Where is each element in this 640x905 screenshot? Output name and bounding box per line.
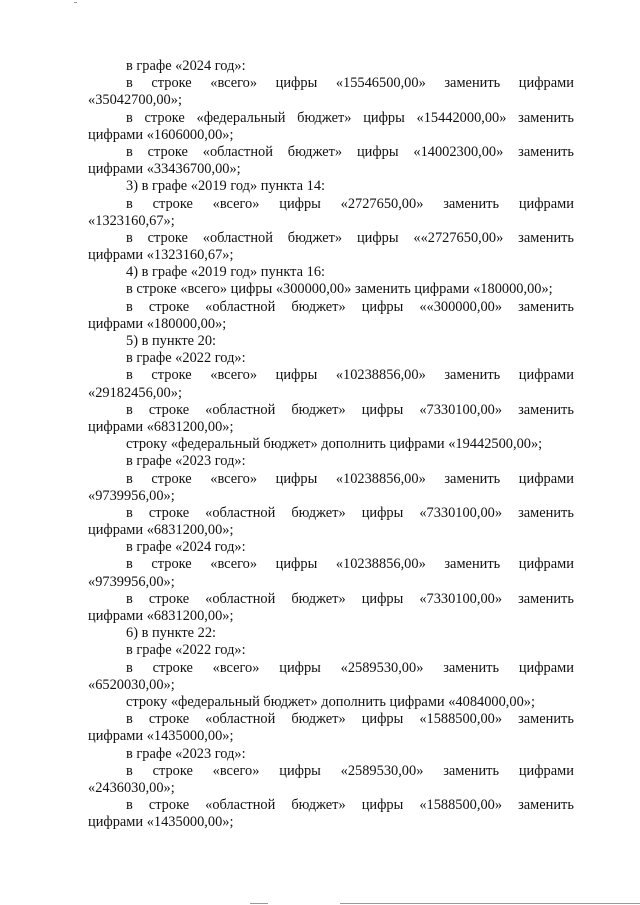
word: заменить	[443, 195, 500, 212]
word: «2589530,00»	[340, 659, 424, 676]
text-line: строку «федеральный бюджет» дополнить цифрами «19442500,00»;	[126, 436, 543, 453]
word: строке	[147, 143, 188, 160]
word: заменить	[518, 298, 574, 315]
word: заменить	[518, 143, 574, 160]
text-line: «9739956,00»;	[88, 487, 175, 504]
word: в	[126, 143, 133, 160]
word: «7330100,00»	[419, 401, 503, 418]
word: в	[126, 298, 133, 315]
word: в	[126, 659, 133, 676]
word: «всего»	[212, 762, 260, 779]
text-line	[88, 505, 574, 522]
word: ««300000,00»	[419, 298, 503, 315]
word: «15442000,00»	[416, 109, 507, 126]
word: «2727650,00»	[340, 195, 424, 212]
word: цифры	[356, 143, 399, 160]
word: «областной	[205, 711, 276, 728]
word: в	[126, 504, 133, 521]
word: в	[126, 75, 133, 92]
word: «областной	[202, 229, 273, 246]
word: цифры	[275, 367, 318, 384]
word: «7330100,00»	[419, 504, 503, 521]
word: строке	[152, 659, 193, 676]
word: ««2727650,00»	[413, 229, 504, 246]
text-line: в графе «2023 год»:	[126, 453, 246, 470]
text-line	[88, 367, 574, 384]
word: бюджет»	[291, 298, 346, 315]
word: строке	[151, 470, 192, 487]
text-line	[88, 711, 574, 728]
word: бюджет»	[291, 711, 346, 728]
text-line: цифрами «1323160,67»;	[88, 247, 234, 264]
word: строке	[148, 504, 190, 521]
word: заменить	[444, 367, 501, 384]
text-line: «6520030,00»;	[88, 676, 175, 693]
word: в	[126, 401, 133, 418]
word: цифры	[361, 590, 404, 607]
text-line	[88, 591, 574, 608]
word: бюджет»	[287, 229, 343, 246]
text-line	[88, 299, 574, 316]
text-line: «29182456,00»;	[88, 384, 182, 401]
text-line: цифрами «1435000,00»;	[88, 728, 234, 745]
word: «всего»	[210, 556, 258, 573]
word: заменить	[518, 711, 574, 728]
word: «областной	[202, 143, 273, 160]
word: заменить	[518, 229, 574, 246]
word: заменить	[443, 659, 500, 676]
text-line: 4) в графе «2019 год» пункта 16:	[126, 264, 326, 281]
word: цифрами	[518, 659, 574, 676]
word: цифры	[279, 659, 321, 676]
word: в	[126, 367, 133, 384]
text-line	[88, 144, 574, 161]
word: заменить	[518, 109, 574, 126]
word: бюджет»	[291, 504, 346, 521]
text-line: цифрами «1435000,00»;	[88, 814, 234, 831]
word: «всего»	[210, 470, 258, 487]
word: заменить	[444, 75, 501, 92]
word: «10238856,00»	[335, 470, 426, 487]
word: «федеральный	[196, 109, 286, 126]
text-line: 6) в пункте 22:	[126, 625, 217, 642]
text-line: в графе «2024 год»:	[126, 539, 246, 556]
word: строке	[144, 109, 185, 126]
text-line	[88, 660, 574, 677]
word: бюджет»	[291, 401, 346, 418]
text-line: цифрами «180000,00»;	[88, 315, 227, 332]
word: в	[126, 711, 133, 728]
text-line	[88, 763, 574, 780]
text-line	[88, 110, 574, 127]
text-line: цифрами «6831200,00»;	[88, 608, 234, 624]
scan-artifact	[74, 2, 77, 3]
text-line: цифрами «6831200,00»;	[88, 418, 234, 435]
word: цифры	[275, 470, 318, 487]
word: строке	[148, 298, 190, 315]
word: строке	[148, 590, 190, 607]
word: «10238856,00»	[335, 556, 426, 573]
word: цифры	[279, 762, 321, 779]
word: строке	[151, 75, 192, 92]
word: цифры	[361, 298, 404, 315]
word: заменить	[444, 556, 501, 573]
word: строке	[151, 556, 192, 573]
text-line: цифрами «1606000,00»;	[88, 126, 234, 143]
text-line: цифрами «6831200,00»;	[88, 522, 234, 539]
word: «всего»	[210, 367, 258, 384]
word: «2589530,00»	[340, 762, 424, 779]
word: «10238856,00»	[335, 367, 426, 384]
word: бюджет»	[291, 797, 346, 814]
word: «областной	[205, 797, 276, 814]
word: в	[126, 797, 133, 814]
word: в	[126, 762, 133, 779]
word: «областной	[205, 590, 276, 607]
word: строке	[147, 229, 188, 246]
word: «1588500,00»	[419, 797, 503, 814]
word: цифры	[275, 75, 318, 92]
word: «14002300,00»	[413, 143, 504, 160]
word: заменить	[518, 504, 574, 521]
word: строке	[148, 401, 190, 418]
word: заменить	[518, 590, 574, 607]
word: «7330100,00»	[419, 590, 503, 607]
word: заменить	[518, 401, 574, 418]
scan-edge-line	[340, 903, 640, 904]
word: заменить	[443, 762, 500, 779]
word: бюджет»	[291, 590, 346, 607]
text-line: «35042700,00»;	[88, 92, 182, 109]
word: строке	[148, 797, 190, 814]
word: в	[126, 556, 133, 573]
text-line: в графе «2023 год»:	[126, 745, 246, 762]
word: цифрами	[518, 762, 574, 779]
word: строке	[152, 195, 193, 212]
word: бюджет»	[287, 143, 343, 160]
word: строке	[148, 711, 190, 728]
text-line: в графе «2022 год»:	[126, 350, 246, 367]
text-line: цифрами «33436700,00»;	[88, 161, 241, 178]
word: «областной	[205, 504, 276, 521]
word: цифры	[361, 401, 404, 418]
word: цифры	[361, 797, 404, 814]
text-line: в графе «2022 год»:	[126, 642, 246, 659]
word: заменить	[444, 470, 501, 487]
word: цифры	[363, 109, 405, 126]
text-line: «1323160,67»;	[88, 212, 175, 229]
word: в	[126, 109, 133, 126]
document-body	[88, 58, 574, 831]
word: цифры	[361, 711, 404, 728]
word: цифрами	[518, 470, 574, 487]
text-line: в строке «всего» цифры «300000,00» заменить цифрами «180000,00»;	[126, 281, 553, 298]
text-line	[88, 75, 574, 92]
text-line: строку «федеральный бюджет» дополнить цифрами «4084000,00»;	[126, 693, 535, 710]
word: в	[126, 470, 133, 487]
text-line: «2436030,00»;	[88, 779, 175, 796]
word: «1588500,00»	[419, 711, 503, 728]
word: «15546500,00»	[335, 75, 426, 92]
word: «областной	[205, 401, 276, 418]
word: заменить	[518, 797, 574, 814]
word: цифры	[275, 556, 318, 573]
word: цифрами	[518, 195, 574, 212]
word: «всего»	[212, 659, 260, 676]
word: цифры	[279, 195, 321, 212]
text-line	[88, 556, 574, 573]
word: бюджет»	[297, 109, 352, 126]
word: цифрами	[518, 556, 574, 573]
word: «всего»	[212, 195, 260, 212]
text-line	[88, 797, 574, 814]
word: в	[126, 195, 133, 212]
word: строке	[151, 367, 192, 384]
text-line	[88, 471, 574, 488]
word: цифры	[361, 504, 404, 521]
word: цифры	[356, 229, 399, 246]
word: в	[126, 229, 133, 246]
text-line: «9739956,00»;	[88, 573, 175, 590]
text-line: 5) в пункте 20:	[126, 333, 217, 349]
word: в	[126, 590, 133, 607]
text-line: в графе «2024 год»:	[126, 58, 246, 74]
text-line: 3) в графе «2019 год» пункта 14:	[126, 178, 326, 195]
text-line	[88, 402, 574, 419]
word: цифрами	[518, 75, 574, 92]
word: «всего»	[210, 75, 258, 92]
word: «областной	[205, 298, 276, 315]
word: цифрами	[518, 367, 574, 384]
text-line	[88, 230, 574, 247]
word: строке	[152, 762, 193, 779]
text-line	[88, 196, 574, 213]
scan-edge-line	[250, 903, 268, 904]
